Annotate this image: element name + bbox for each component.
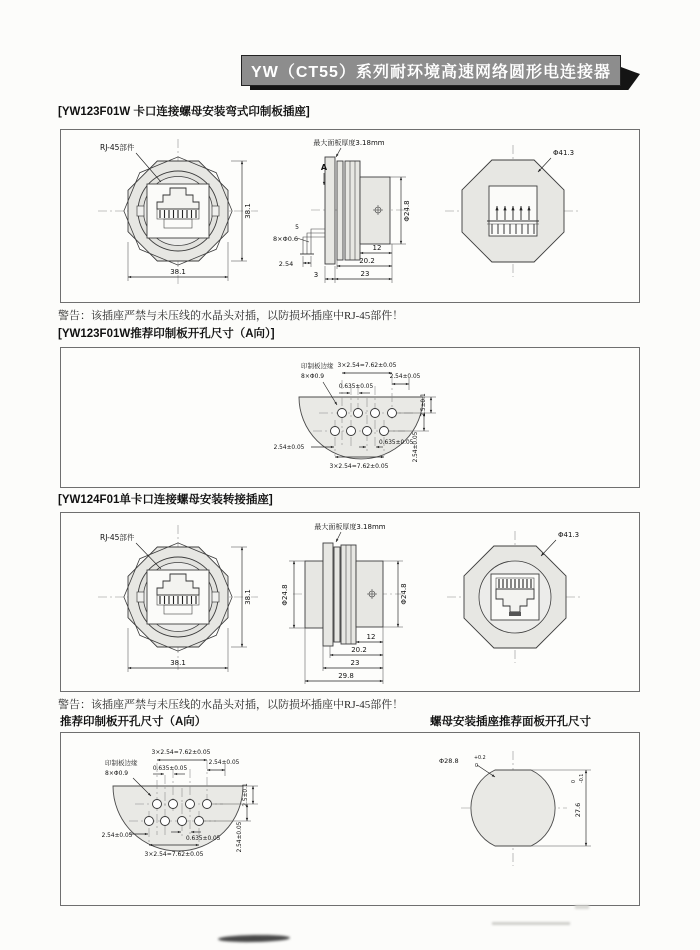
dim-cutout-dia: Φ28.8 [439, 757, 459, 765]
dim-outer-dia: Φ41.3 [558, 531, 580, 539]
dim-23: 23 [350, 659, 360, 667]
dim-row-gap: 2.54±0.05 [413, 431, 419, 463]
dim-cutout-dia-tol-up: +0.2 [474, 756, 486, 761]
side-view [281, 522, 408, 684]
dim-offset-bottom: 0.635±0.05 [186, 836, 221, 842]
page-title: YW（CT55）系列耐环境高速网络圆形电连接器 [251, 64, 611, 81]
pcb-holes-label: 8×Φ0.9 [301, 373, 325, 380]
warning-text-2: 警告：该插座严禁与未压线的水晶头对插，以防损坏插座中RJ-45部件！ [58, 699, 404, 711]
panel-thickness-label: 最大面板厚度3.18mm [314, 523, 386, 531]
dim-12: 12 [366, 633, 376, 641]
dim-pitch-bottom: 3×2.54=7.62±0.05 [144, 851, 204, 858]
dim-offset-bottom: 0.635±0.05 [379, 440, 414, 446]
dim-row-gap: 2.54±0.05 [237, 821, 243, 853]
drawing-pcb-pattern-1 [61, 348, 639, 487]
warning-text-1: 警告：该插座严禁与未压线的水晶头对插，以防损坏插座中RJ-45部件！ [58, 310, 404, 322]
drawing-pcb-and-cutout [61, 733, 639, 905]
dim-pitch-right: 2.54±0.05 [208, 760, 240, 766]
side-view [273, 138, 411, 283]
section-title-1: [YW123F01W 卡口连接螺母安装弯式印制板插座] [58, 106, 310, 118]
dim-pin-length: 5 [295, 224, 299, 231]
dim-dia-left: Φ24.8 [281, 584, 289, 606]
dim-12: 12 [372, 244, 382, 252]
dim-flange-3: 3 [313, 271, 319, 279]
dim-cutout-flat: 27.6 [574, 802, 582, 818]
dim-offset-top: 0.635±0.05 [338, 384, 374, 390]
scan-artifact [575, 905, 589, 909]
drawing-panel-4 [60, 732, 640, 906]
dim-pitch-left: 2.54±0.05 [101, 833, 133, 839]
pin-holes-label: 8×Φ0.6 [273, 235, 299, 243]
dim-edge-dist: 2.5±0.1 [421, 393, 427, 417]
dim-body-dia: Φ24.8 [403, 200, 411, 222]
dim-height: 38.1 [244, 203, 252, 219]
dim-width: 38.1 [170, 268, 186, 276]
pcb-holes-label: 8×Φ0.9 [105, 770, 129, 777]
dim-height: 38.1 [244, 589, 252, 605]
drawing-panel-1 [60, 129, 640, 303]
scan-artifact [218, 934, 290, 942]
drawing-yw123f01w [61, 130, 639, 302]
scan-artifact [492, 922, 570, 925]
pcb-edge-label: 印制板边缘 [301, 362, 334, 370]
panel-thickness-label: 最大面板厚度3.18mm [313, 139, 385, 147]
dim-pin-pitch: 2.54 [278, 260, 294, 268]
section-title-2: [YW123F01W推荐印制板开孔尺寸（A向）] [58, 328, 275, 340]
dim-cutout-dia-tol-dn: 0 [475, 764, 479, 769]
drawing-panel-3 [60, 512, 640, 692]
pcb-pattern [102, 749, 258, 858]
rj45-part-label: RJ-45部件 [100, 533, 135, 542]
dim-23: 23 [360, 270, 370, 278]
dim-offset-top: 0.635±0.05 [152, 766, 188, 772]
pcb-pattern [274, 361, 436, 470]
drawing-yw124f01 [61, 513, 639, 691]
drawing-panel-2 [60, 347, 640, 488]
dim-dia-right: Φ24.8 [400, 583, 408, 605]
dim-pitch-right: 2.54±0.05 [389, 374, 421, 380]
page-banner [241, 55, 621, 86]
pcb-edge-label: 印制板边缘 [105, 759, 138, 767]
dim-pitch-top: 3×2.54=7.62±0.05 [337, 362, 397, 369]
label-panel-cutout: 螺母安装插座推荐面板开孔尺寸 [430, 716, 591, 728]
dim-cutout-flat-tol-dn: -0.1 [580, 773, 585, 783]
section-title-3: [YW124F01单卡口连接螺母安装转接插座] [58, 494, 273, 506]
dim-20-2: 20.2 [359, 257, 375, 265]
rj45-part-label: RJ-45部件 [100, 143, 135, 152]
view-arrow-label: A [320, 163, 328, 172]
dim-29-8: 29.8 [338, 672, 354, 680]
dim-20-2: 20.2 [351, 646, 367, 654]
dim-cutout-flat-tol-up: 0 [572, 779, 577, 783]
back-view [447, 531, 583, 663]
dim-pitch-bottom: 3×2.54=7.62±0.05 [329, 463, 389, 470]
front-view [98, 525, 258, 672]
label-pcb-holes: 推荐印制板开孔尺寸（A向） [60, 716, 207, 728]
panel-cutout [439, 751, 591, 866]
dim-pitch-top: 3×2.54=7.62±0.05 [151, 749, 211, 756]
dim-pitch-left: 2.54±0.05 [273, 445, 305, 451]
dim-edge-dist: 2.5±0.1 [243, 783, 249, 807]
dim-outer-dia: Φ41.3 [553, 149, 575, 157]
back-view [445, 145, 581, 277]
dim-width: 38.1 [170, 659, 186, 667]
front-view [98, 139, 258, 285]
